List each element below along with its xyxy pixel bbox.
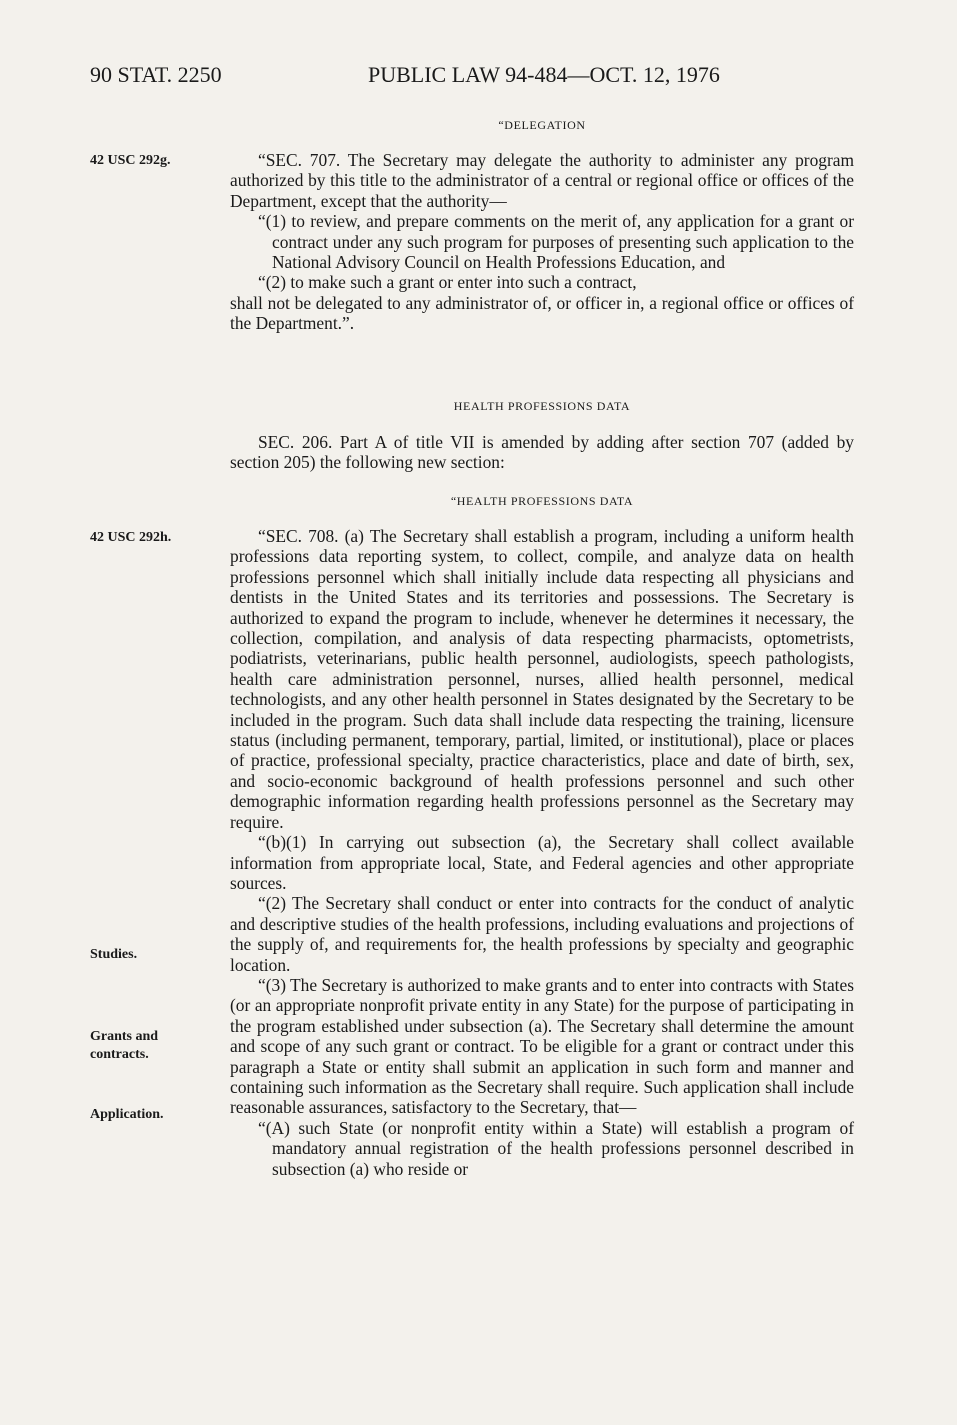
page-header bbox=[0, 62, 957, 92]
margin-note-usc-292h: 42 USC 292h. bbox=[90, 530, 172, 545]
sec707-intro: “SEC. 707. The Secretary may delegate the authority to administer any program authorized by this title to the administrator of a central or regional office or offices of the Department, except that the authority— bbox=[230, 150, 854, 211]
margin-note-application: Application. bbox=[90, 1107, 164, 1122]
sec707-item-2: “(2) to make such a grant or enter into such a contract, bbox=[258, 272, 637, 293]
sec206-text: SEC. 206. Part A of title VII is amended by adding after section 707 (added by section 205) the following new section: bbox=[230, 432, 854, 473]
margin-note-usc-292g: 42 USC 292g. bbox=[90, 153, 171, 168]
margin-note-studies: Studies. bbox=[90, 947, 138, 962]
public-law-title: PUBLIC LAW 94-484—OCT. 12, 1976 bbox=[368, 62, 720, 87]
section-707 bbox=[230, 150, 854, 334]
section-206 bbox=[230, 432, 854, 473]
section-708 bbox=[230, 526, 854, 1179]
margin-note-grants-contracts: Grants and contracts. bbox=[90, 1029, 159, 1062]
sec708-subsection-b1: “(b)(1) In carrying out subsection (a), the Secretary shall collect available information from appropriate local, State, and Federal agencies and other appropriate sources. bbox=[230, 832, 854, 893]
section-heading-708: “HEALTH PROFESSIONS DATA bbox=[450, 494, 634, 508]
section-heading-health-professions-data: HEALTH PROFESSIONS DATA bbox=[453, 399, 631, 413]
sec708-subsection-b2: “(2) The Secretary shall conduct or enter into contracts for the conduct of analytic and descriptive studies of the health professions, including evaluations and projections of the supply of, and requirements for, the health professions by specialty and geographic location. bbox=[230, 893, 854, 975]
sec708-subsection-b3: “(3) The Secretary is authorized to make grants and to enter into contracts with States (or an appropriate nonprofit private entity in any State) for the purpose of participating in the program established under subsection (a). The Secretary shall determine the amount and scope of any such grant or contract. To be eligible for a grant or contract under this paragraph a State or entity shall submit an application in such form and manner and containing such information as the Secretary shall require. Such application shall include reasonable assurances, satisfactory to the Secretary, that— bbox=[230, 974, 854, 1118]
sec708-subsection-a: “SEC. 708. (a) The Secretary shall establish a program, including a uniform health professions data reporting system, to collect, compile, and analyze data on health professions personnel which shall initially include data respecting all physicians and dentists in the United States and its territories and possessions. The Secretary is authorized to expand the program to include, whenever he determines it necessary, the collection, compilation, and analysis of data respecting pharmacists, optometrists, podiatrists, veterinarians, public health personnel, audiologists, speech pathologists, health care administration personnel, nurses, allied health personnel, medical technologists, and any other health personnel in States designated by the Secretary to be included in the program. Such data shall include data respecting the training, licensure status (including permanent, temporary, partial, limited, or institutional), place or places of practice, professional specialty, practice characteristics, place and date of birth, sex, and socio-economic background of health professions personnel and such other demographic information regarding health professions personnel as the Secretary may require. bbox=[230, 526, 854, 832]
sec708-subsection-A: “(A) such State (or nonprofit entity within a State) will establish a program of mandatory annual registration of the health professions personnel described in subsection (a) who reside or bbox=[258, 1117, 854, 1179]
sec707-closing: shall not be delegated to any administrator of, or officer in, a regional office or offices of the Department.”. bbox=[230, 292, 854, 334]
sec707-item-1: “(1) to review, and prepare comments on the merit of, any application for a grant or contract under any such program for purposes of presenting such application to the National Advisory Council on Health Professions Education, and bbox=[258, 211, 854, 273]
statute-citation: 90 STAT. 2250 bbox=[90, 62, 222, 87]
section-heading-delegation: “DELEGATION bbox=[498, 118, 586, 132]
